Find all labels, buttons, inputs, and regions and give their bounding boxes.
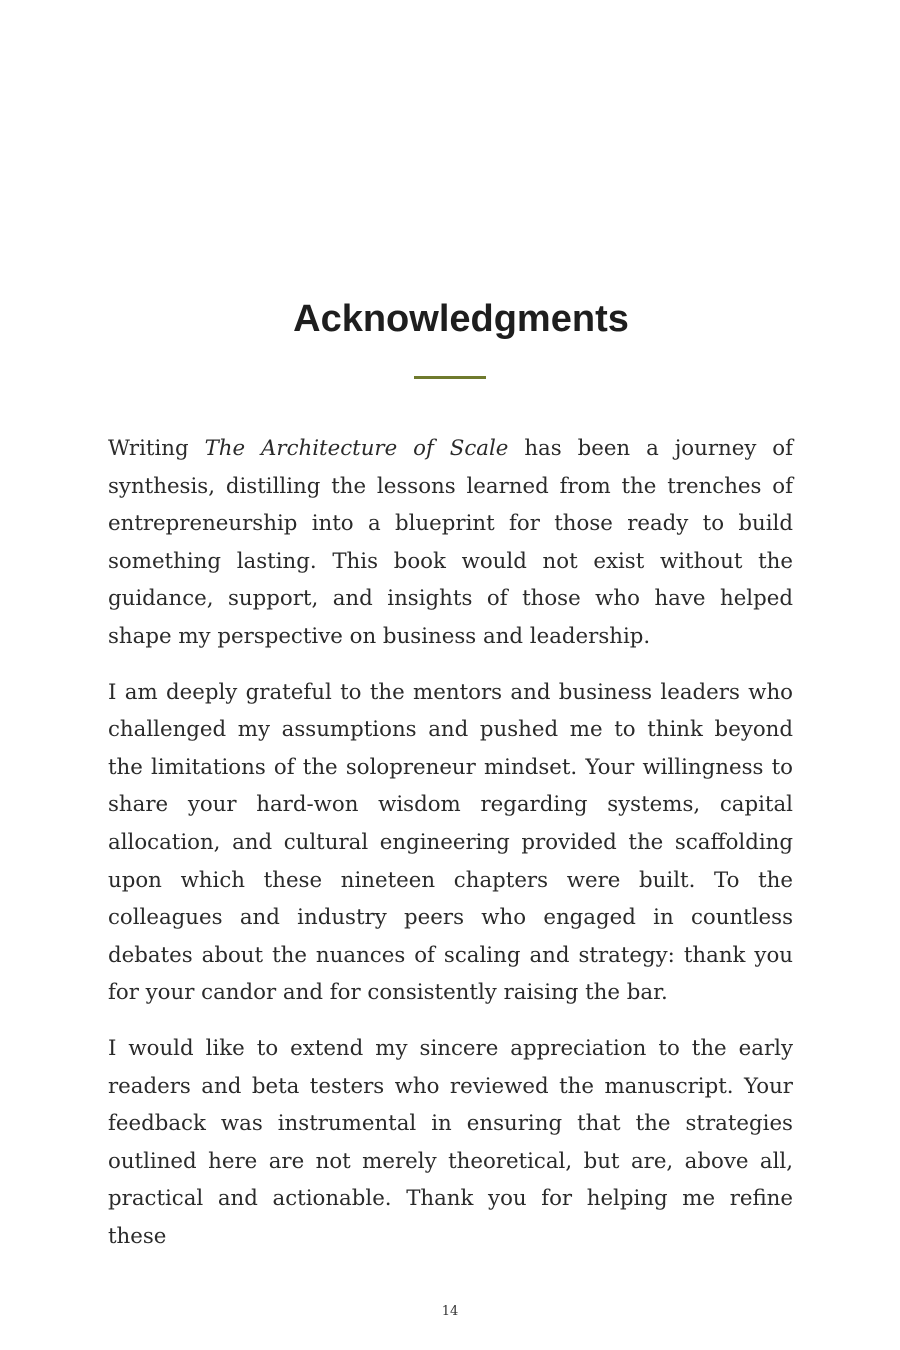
- page-title: Acknowledgments: [293, 298, 629, 340]
- paragraph-3: I would like to extend my sincere appreciation to the early readers and beta testers who reviewed the manuscript. Your feedback was instrumental in ensuring that the strategies outlined here are not merely theoretical, but are, above all, practical and actionable. Thank you for helping me refine these: [108, 1035, 793, 1249]
- paragraph-1: [108, 430, 793, 656]
- body-text: [108, 430, 793, 1273]
- paragraph-1-lead: Writing: [108, 436, 205, 461]
- paragraph-2: I am deeply grateful to the mentors and business leaders who challenged my assumptions and pushed me to think beyond the limitations of the solopreneur mindset. Your willingness to share your hard-won wisdom regarding systems, capital allocation, and cultural engineering provided the scaffolding upon which these nineteen chapters were built. To the colleagues and industry peers who engaged in countless debates about the nuances of scaling and strategy: thank you for your candor and for consistently raising the bar.: [108, 679, 793, 1006]
- page-number: 14: [441, 1304, 459, 1319]
- title-divider: [414, 376, 486, 379]
- book-title: The Architecture of Scale: [204, 436, 509, 461]
- paragraph-1-rest: has been a journey of synthesis, distilling the lessons learned from the trenches of entrepreneurship into a blueprint for those ready to build something lasting. This book would not exist without the guidance, support, and insights of those who have helped shape my perspective on business and leadership.: [108, 436, 793, 649]
